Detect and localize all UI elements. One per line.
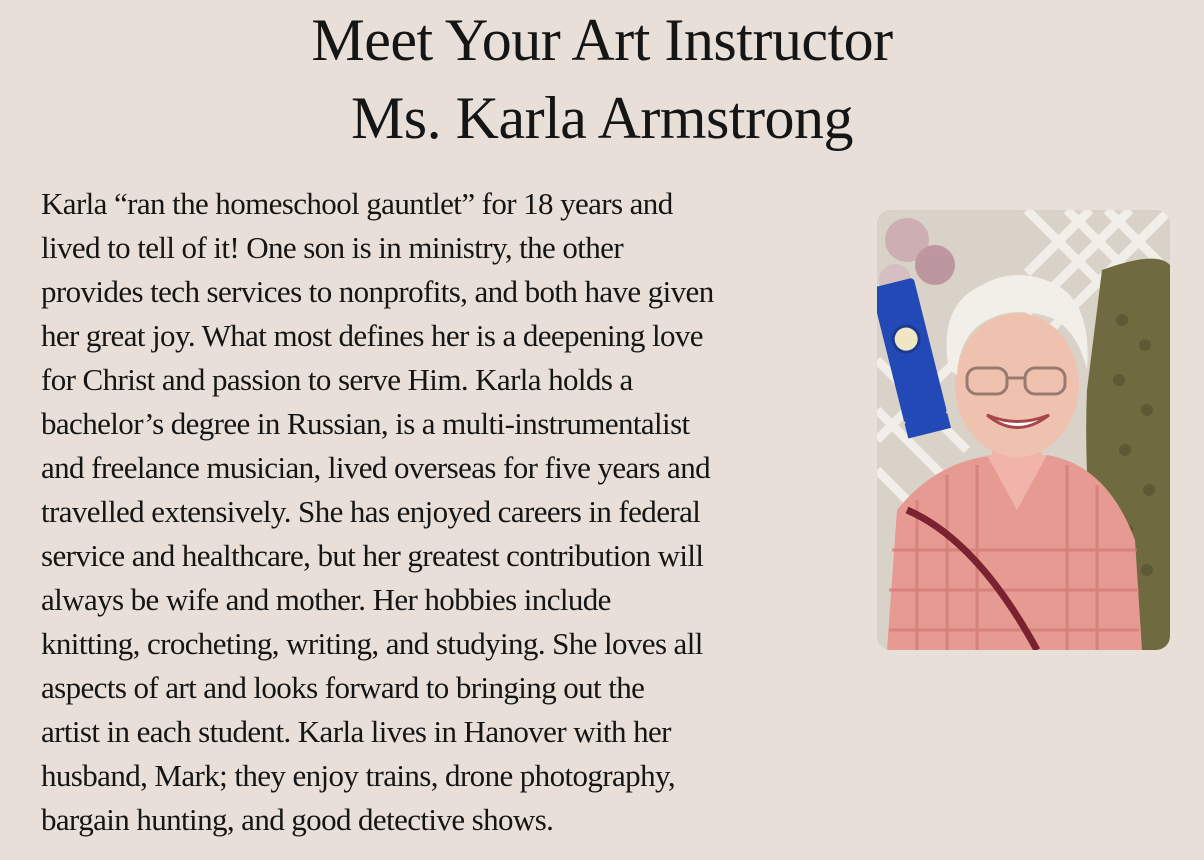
bio-line: husband, Mark; they enjoy trains, drone photography, [41,758,676,793]
page-title: Meet Your Art Instructor [311,7,893,73]
bio-line: lived to tell of it! One son is in ministry, the other [41,230,624,265]
bio-line: and freelance musician, lived overseas for five years and [41,450,711,485]
page-header [0,8,1204,150]
bio-paragraph [41,182,856,842]
bio-line: travelled extensively. She has enjoyed careers in federal [41,494,701,529]
bio-line: provides tech services to nonprofits, and both have given [41,274,714,309]
instructor-portrait-illustration [877,210,1170,650]
bio-line: artist in each student. Karla lives in Hanover with her [41,714,671,749]
bio-line: bachelor’s degree in Russian, is a multi-instrumentalist [41,406,690,441]
bio-line: her great joy. What most defines her is a deepening love [41,318,703,353]
instructor-photo [877,210,1170,650]
instructor-name: Ms. Karla Armstrong [350,85,854,151]
bio-line: for Christ and passion to serve Him. Karla holds a [41,362,633,397]
bio-line: knitting, crocheting, writing, and studying. She loves all [41,626,703,661]
bio-line: bargain hunting, and good detective shows. [41,802,554,837]
bio-line: Karla “ran the homeschool gauntlet” for 18 years and [41,186,673,221]
bio-line: service and healthcare, but her greatest contribution will [41,538,704,573]
bio-line: always be wife and mother. Her hobbies include [41,582,611,617]
bio-line: aspects of art and looks forward to bringing out the [41,670,645,705]
